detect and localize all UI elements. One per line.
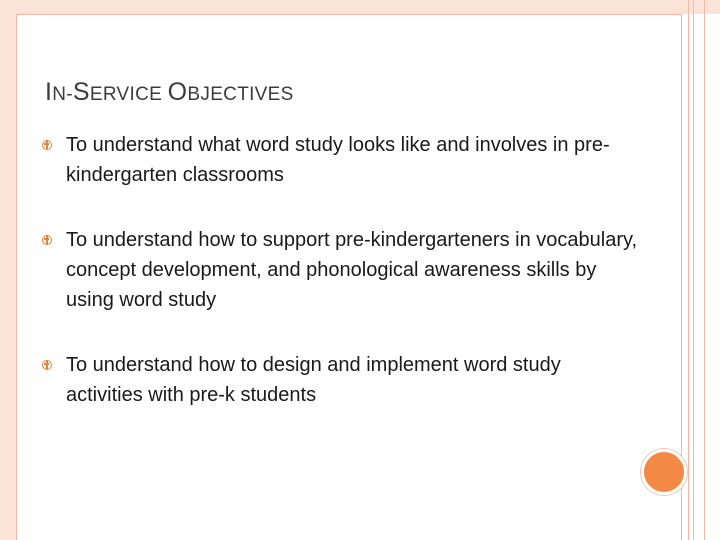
title-initial-cap: I [45,78,53,106]
right-decor-line-3 [704,0,705,540]
frame-left-border [0,0,16,540]
orange-circle-decoration [641,449,687,495]
bullet-text: To understand how to support pre-kindergarteners in vocabulary, concept development, and phonological awareness skills by using word study [66,229,638,311]
right-decor-line-2 [693,0,694,540]
list-item [40,225,640,315]
bullet-icon [42,360,52,370]
bullet-icon [42,235,52,245]
title-segment: BJECTIVES [187,84,294,105]
bullet-text: To understand what word study looks like and involves in pre-kindergarten classrooms [66,134,610,186]
slide-title [45,78,294,107]
bullet-text: To understand how to design and implement word study activities with pre-k students [66,354,561,406]
frame-top-border [0,0,720,14]
title-initial-cap: O [167,78,188,106]
list-item [40,350,640,410]
bullet-icon [42,140,52,150]
right-decor-line-1 [688,0,689,540]
list-item [40,130,640,190]
title-segment: N- [52,84,73,105]
objectives-list [40,130,640,445]
title-initial-cap: S [72,78,90,106]
title-segment: ERVICE [89,84,168,105]
